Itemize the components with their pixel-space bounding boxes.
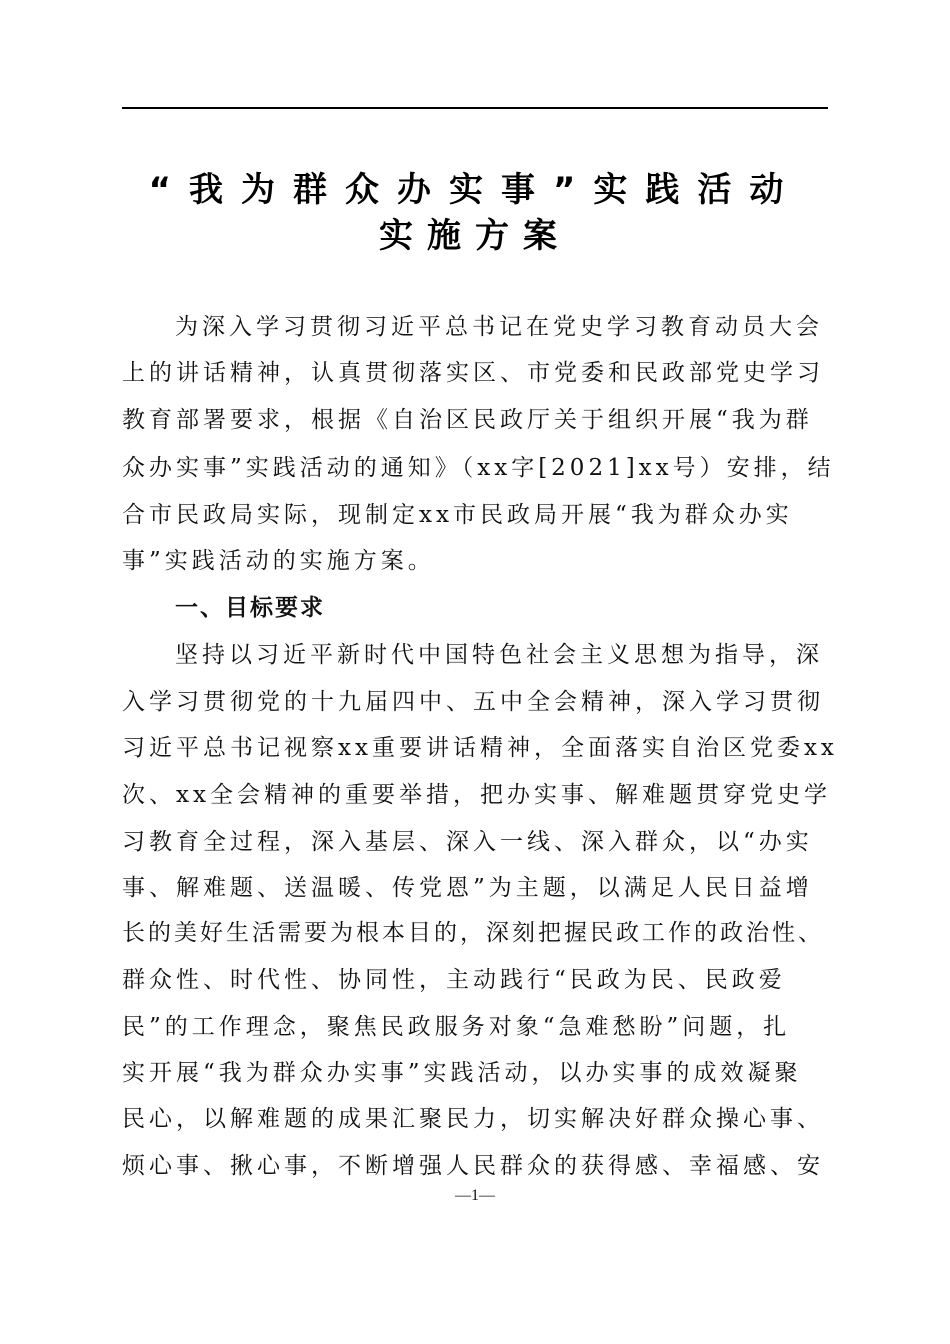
intro-line-6: 事”实践活动的实施方案。 xyxy=(122,548,435,574)
document-title-line-2: 实施方案 xyxy=(379,216,571,256)
section1-line-8: 群众性、时代性、协同性，主动践行“民政为民、民政爱 xyxy=(122,967,786,993)
intro-line-3: 教育部署要求，根据《自治区民政厅关于组织开展“我为群 xyxy=(122,407,813,433)
section1-line-12: 烦心事、揪心事，不断增强人民群众的获得感、幸福感、安 xyxy=(122,1153,824,1179)
section1-line-1: 坚持以习近平新时代中国特色社会主义思想为指导，深 xyxy=(175,642,823,668)
section-heading-goals: 一、目标要求 xyxy=(175,595,325,621)
section1-line-6: 事、解难题、送温暖、传党恩”为主题，以满足人民日益增 xyxy=(122,875,813,901)
document-title-line-1: “我为群众办实事”实践活动 xyxy=(148,170,802,210)
section1-line-3: 习近平总书记视察xx重要讲话精神，全面落实自治区党委xx xyxy=(122,735,838,761)
intro-line-1: 为深入学习贯彻习近平总书记在党史学习教育动员大会 xyxy=(175,314,823,340)
section1-line-10: 实开展“我为群众办实事”实践活动，以办实事的成效凝聚 xyxy=(122,1060,802,1086)
intro-line-5: 合市民政局实际，现制定xx市民政局开展“我为群众办实 xyxy=(122,502,793,528)
intro-line-4: 众办实事”实践活动的通知》（xx字[2021]xx号）安排，结 xyxy=(122,455,835,481)
section1-line-4: 次、xx全会精神的重要举措，把办实事、解难题贯穿党史学 xyxy=(122,782,831,808)
page-number: —1— xyxy=(455,1187,495,1204)
section1-line-5: 习教育全过程，深入基层、深入一线、深入群众，以“办实 xyxy=(122,829,813,855)
section1-line-11: 民心，以解难题的成果汇聚民力，切实解决好群众操心事、 xyxy=(122,1106,824,1132)
section1-line-2: 入学习贯彻党的十九届四中、五中全会精神，深入学习贯彻 xyxy=(122,689,824,715)
header-rule xyxy=(122,107,828,109)
intro-line-2: 上的讲话精神，认真贯彻落实区、市党委和民政部党史学习 xyxy=(122,360,824,386)
section1-line-9: 民”的工作理念，聚焦民政服务对象“急难愁盼”问题，扎 xyxy=(122,1014,791,1040)
section1-line-7: 长的美好生活需要为根本目的，深刻把握民政工作的政治性、 xyxy=(122,920,824,946)
